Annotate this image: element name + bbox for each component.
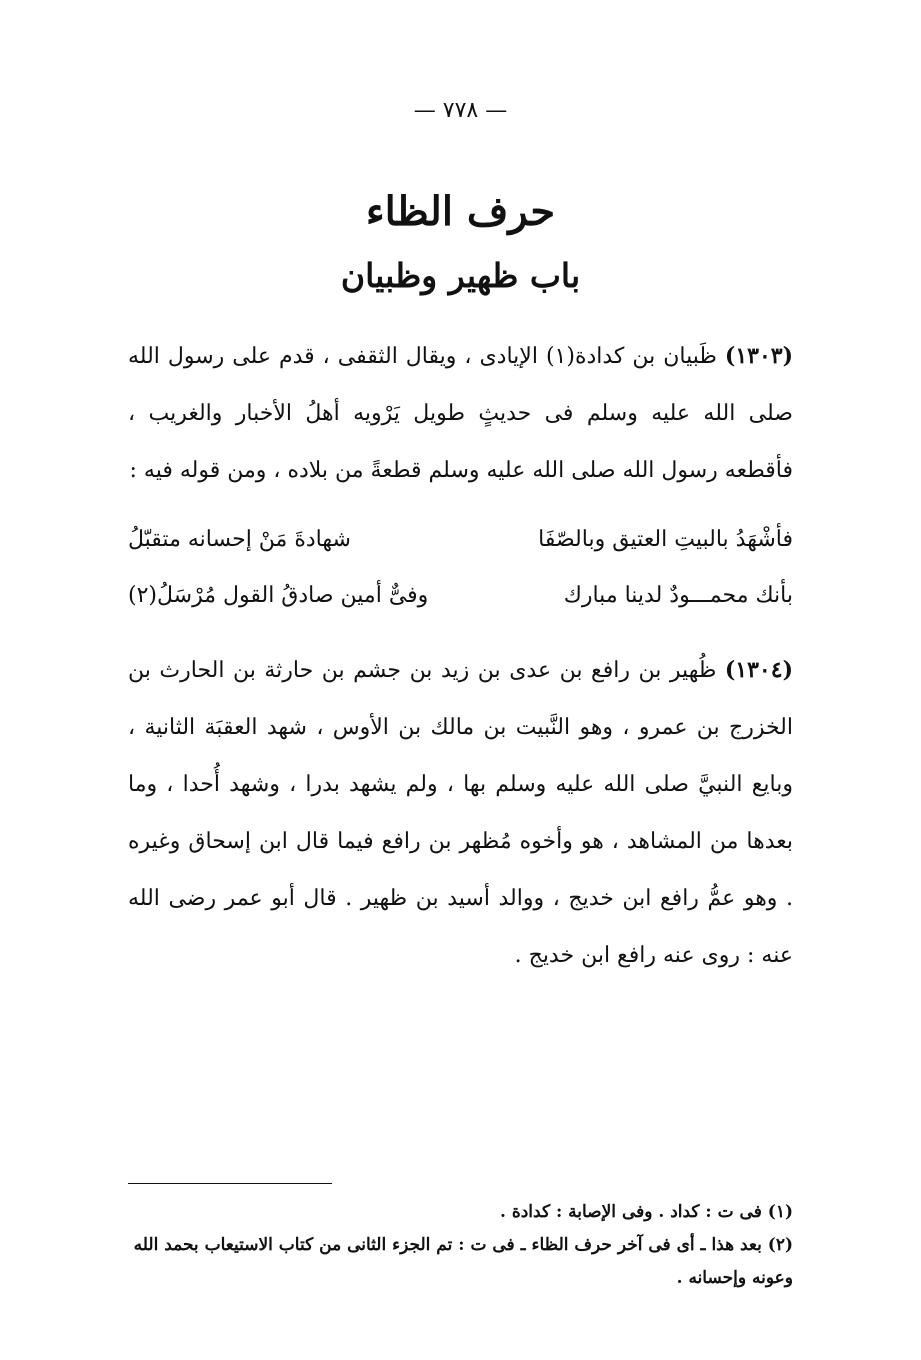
footnote-divider — [128, 1183, 332, 1184]
verse-first-hemistich: بأنك محمـــودٌ لدينا مبارك — [563, 583, 793, 608]
footnotes — [128, 1196, 793, 1295]
verse-second-hemistich: وفىٌّ أمين صادقُ القول مُرْسَلُ(٢) — [128, 583, 429, 608]
poem-verse — [128, 512, 793, 568]
entry-text: ظَبيان بن كدادة(١) الإيادى ، ويقال الثقفى ، قدم على رسول الله صلى الله عليه وسلم فى حديثٍ طويل يَرْويه أهلُ الأخبار والغريب ، فأقطعه رسول الله صلى الله عليه وسلم قطعةً من بلاده ، ومن قوله فيه : — [128, 344, 793, 483]
entry-1303 — [128, 328, 793, 499]
entry-number: (١٣٠٤) — [724, 657, 793, 683]
poem-verse — [128, 568, 793, 624]
verse-second-hemistich: شهادةَ مَنْ إحسانه متقبّلُ — [128, 527, 351, 552]
entry-text: ظُهير بن رافع بن عدى بن زيد بن جشم بن حارثة بن الحارث بن الخزرج بن عمرو ، وهو النَّبيت بن مالك بن الأوس ، شهد العقبَة الثانية ، وبايع النبيَّ صلى الله عليه وسلم بها ، ولم يشهد بدرا ، وشهد أُحدا ، وما بعدها من المشاهد ، هو وأخوه مُظهر بن رافع فيما قال ابن إسحاق وغيره . وهو عمُّ رافع ابن خديج ، ووالد أسيد بن ظهير . قال أبو عمر رضى الله عنه : روى عنه رافع ابن خديج . — [128, 658, 793, 968]
entry-1304 — [128, 642, 793, 984]
poem — [128, 512, 793, 624]
footnote-1: (١) فى ت : كداد . وفى الإصابة : كدادة . — [499, 1202, 793, 1222]
section-subtitle: باب ظهير وظبيان — [340, 256, 581, 295]
page-number: — ٧٧٨ — — [413, 98, 508, 123]
chapter-title: حرف الظاء — [365, 188, 556, 235]
entry-number: (١٣٠٣) — [724, 343, 794, 369]
verse-first-hemistich: فأشْهَدُ بالبيتِ العتيق وبالصّفَا — [538, 527, 793, 552]
footnote-2: (٢) بعد هذا ـ أى فى آخر حرف الظاء ـ فى ت : تم الجزء الثانى من كتاب الاستيعاب بحمد الله وعونه وإحسانه . — [133, 1235, 793, 1288]
